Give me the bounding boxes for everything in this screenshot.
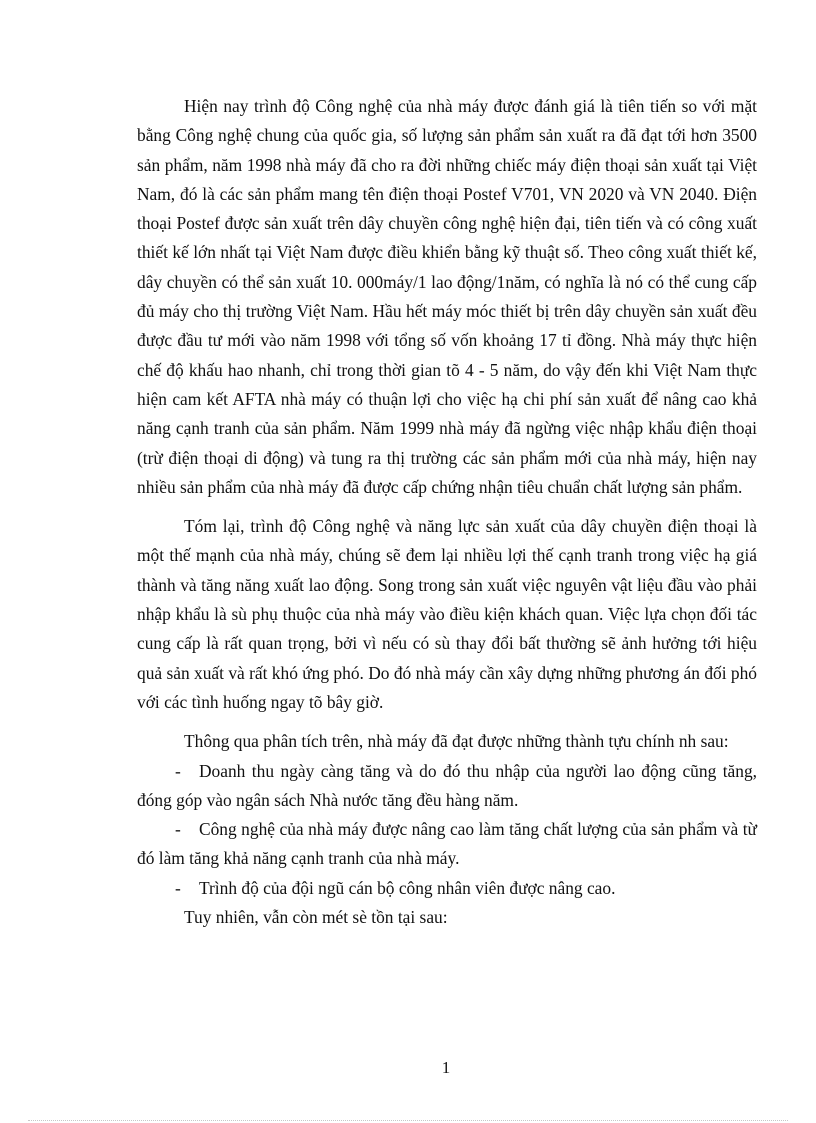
bullet-marker: - xyxy=(175,760,181,781)
list-item-revenue xyxy=(137,757,757,816)
bullet-marker: - xyxy=(175,819,181,840)
list-item-staff xyxy=(137,874,757,903)
list-item-text: Doanh thu ngày càng tăng và do đó thu nhập của người lao động cũng tăng, đóng góp vào ngân sách Nhà nước tăng đều hàng năm. xyxy=(137,760,757,810)
list-item-technology xyxy=(137,815,757,874)
bullet-marker: - xyxy=(175,877,181,898)
paragraph-summary: Tóm lại, trình độ Công nghệ và năng lực sản xuất của dây chuyền điện thoại là một thế mạnh của nhà máy, chúng sẽ đem lại nhiều lợi thế cạnh tranh trong việc hạ giá thành và tăng năng xuất lao động. Song trong sản xuất việc nguyên vật liệu đầu vào phải nhập khẩu là sù phụ thuộc của nhà máy vào điều kiện khách quan. Việc lựa chọn đối tác cung cấp là rất quan trọng, bởi vì nếu có sù thay đổi bất thường sẽ ảnh hưởng tới hiệu quả sản xuất và rất khó ứng phó. Do đó nhà máy cần xây dựng những phương án đối phó với các tình huống ngay tõ bây giờ. xyxy=(137,516,757,712)
paragraph-closing: Tuy nhiên, vẫn còn mét sè tồn tại sau: xyxy=(184,907,448,928)
paragraph-achievements-intro: Thông qua phân tích trên, nhà máy đã đạt được những thành tựu chính nh sau: xyxy=(184,731,729,752)
list-item-text: Công nghệ của nhà máy được nâng cao làm tăng chất lượng của sản phẩm và từ đó làm tăng khả năng cạnh tranh của nhà máy. xyxy=(137,819,757,869)
page-bottom-divider xyxy=(28,1120,788,1121)
paragraph-technology: Hiện nay trình độ Công nghệ của nhà máy được đánh giá là tiên tiến so với mặt bằng Công nghệ chung của quốc gia, số lượng sản phẩm sản xuất ra đã đạt tới hơn 3500 sản phẩm, năm 1998 nhà máy đã cho ra đời những chiếc máy điện thoại sản xuất tại Việt Nam, đó là các sản phẩm mang tên điện thoại Postef V701, VN 2020 và VN 2040. Điện thoại Postef được sản xuất trên dây chuyền công nghệ hiện đại, tiên tiến và có công xuất thiết kế lớn nhất tại Việt Nam được điều khiển bằng kỹ thuật số. Theo công xuất thiết kế, dây chuyền có thể sản xuất 10. 000máy/1 lao động/1năm, có nghĩa là nó có thể cung cấp đủ máy cho thị trường Việt Nam. Hầu hết máy móc thiết bị trên dây chuyền sản xuất đều được đầu tư mới vào năm 1998 với tổng số vốn khoảng 17 tỉ đồng. Nhà máy thực hiện chế độ khấu hao nhanh, chỉ trong thời gian tõ 4 - 5 năm, do vậy đến khi Việt Nam thực hiện cam kết AFTA nhà máy có thuận lợi cho việc hạ chi phí sản xuất để nâng cao khả năng cạnh tranh của sản phẩm. Năm 1999 nhà máy đã ngừng việc nhập khẩu điện thoại (trừ điện thoại di động) và tung ra thị trường các sản phẩm mới của nhà máy, hiện nay nhiều sản phẩm của nhà máy đã được cấp chứng nhận tiêu chuẩn chất lượng sản phẩm. xyxy=(137,96,757,497)
page-number: 1 xyxy=(441,1058,451,1077)
list-item-text: Trình độ của đội ngũ cán bộ công nhân viên được nâng cao. xyxy=(199,877,616,898)
document-body xyxy=(137,92,757,932)
